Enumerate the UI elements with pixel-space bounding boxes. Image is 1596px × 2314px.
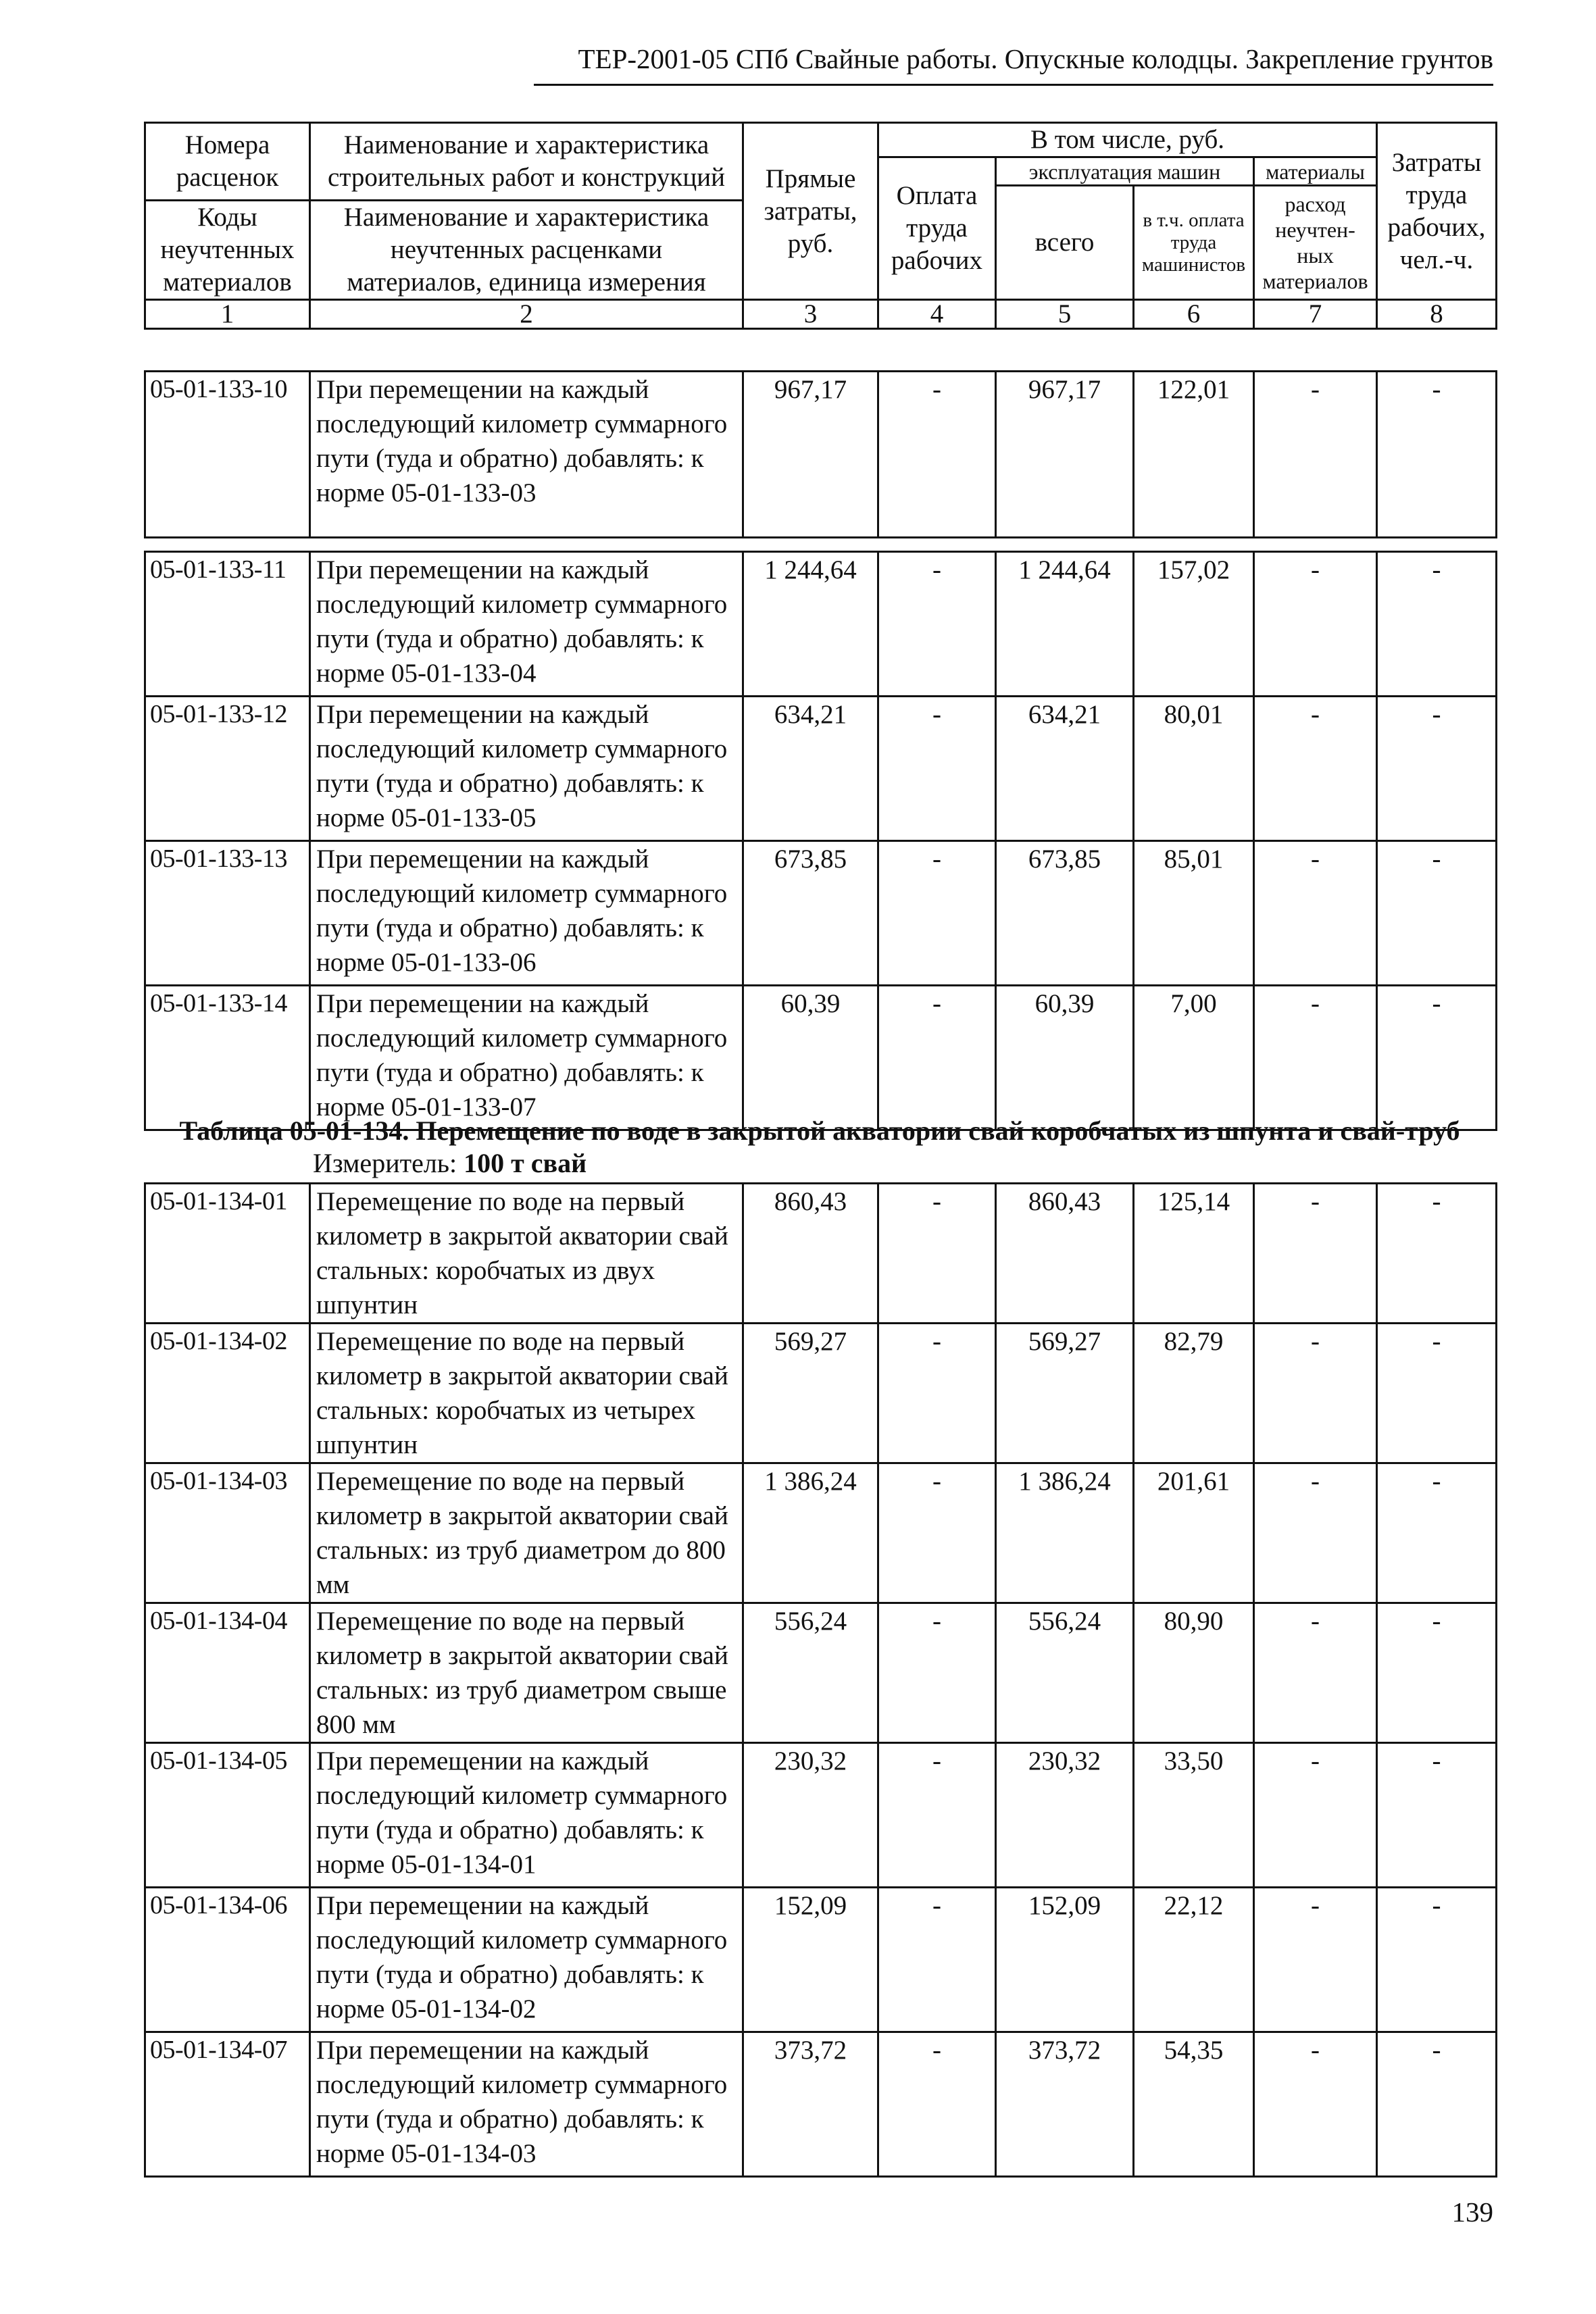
- rate-description: Перемещение по воде на первый километр в закрытой акватории свай стальных: коробчатых из четырех шпунтин: [310, 1324, 743, 1463]
- header-col5: всего: [996, 186, 1134, 300]
- rate-description: Перемещение по воде на первый километр в закрытой акватории свай стальных: из труб диаметром до 800 мм: [310, 1463, 743, 1603]
- rates-table-134: [144, 1182, 1497, 2178]
- rate-code: 05-01-134-01: [145, 1184, 310, 1324]
- rate-description: При перемещении на каждый последующий километр суммарного пути (туда и обратно) добавлять: к норме 05-01-133-03: [310, 372, 743, 538]
- rate-description: При перемещении на каждый последующий километр суммарного пути (туда и обратно) добавлять: к норме 05-01-134-01: [310, 1743, 743, 1888]
- labor-hours: -: [1377, 1603, 1497, 1743]
- header-number-4: 4: [878, 300, 996, 329]
- header-number-2: 2: [310, 300, 743, 329]
- header-number-6: 6: [1134, 300, 1254, 329]
- machinists-pay: 7,00: [1134, 986, 1254, 1130]
- page-number: 139: [1451, 2196, 1493, 2228]
- direct-costs: 1 244,64: [743, 552, 878, 697]
- direct-costs: 860,43: [743, 1184, 878, 1324]
- machines-total: 673,85: [996, 841, 1134, 986]
- measurer-label: Измеритель:: [313, 1148, 457, 1178]
- rate-code: 05-01-134-05: [145, 1743, 310, 1888]
- header-col4: Оплата труда рабочих: [878, 157, 996, 300]
- measurer-value: 100 т свай: [464, 1148, 587, 1178]
- page-header-title: ТЕР-2001-05 СПб Свайные работы. Опускные колодцы. Закрепление грунтов: [578, 43, 1493, 74]
- labor-hours: -: [1377, 2032, 1497, 2177]
- rate-code: 05-01-133-11: [145, 552, 310, 697]
- header-number-3: 3: [743, 300, 878, 329]
- materials-consumption: -: [1254, 1324, 1377, 1463]
- table-row: [145, 372, 1497, 538]
- rate-description: При перемещении на каждый последующий километр суммарного пути (туда и обратно) добавлять: к норме 05-01-134-02: [310, 1888, 743, 2032]
- labor-pay: -: [878, 986, 996, 1130]
- header-incl-group: В том числе, руб.: [878, 123, 1377, 157]
- labor-hours: -: [1377, 697, 1497, 841]
- rate-description: Перемещение по воде на первый километр в закрытой акватории свай стальных: коробчатых из двух шпунтин: [310, 1184, 743, 1324]
- machinists-pay: 33,50: [1134, 1743, 1254, 1888]
- table-row: [145, 2032, 1497, 2177]
- direct-costs: 1 386,24: [743, 1463, 878, 1603]
- header-col8: Затраты труда рабочих, чел.-ч.: [1377, 123, 1497, 300]
- machines-total: 1 386,24: [996, 1463, 1134, 1603]
- machinists-pay: 125,14: [1134, 1184, 1254, 1324]
- labor-pay: -: [878, 1463, 996, 1603]
- rate-code: 05-01-134-02: [145, 1324, 310, 1463]
- labor-hours: -: [1377, 841, 1497, 986]
- machines-total: 60,39: [996, 986, 1134, 1130]
- materials-consumption: -: [1254, 1888, 1377, 2032]
- machines-total: 967,17: [996, 372, 1134, 538]
- table-header: [144, 122, 1497, 330]
- table-row: [145, 986, 1497, 1130]
- labor-hours: -: [1377, 552, 1497, 697]
- labor-pay: -: [878, 552, 996, 697]
- header-number-7: 7: [1254, 300, 1377, 329]
- rate-code: 05-01-133-10: [145, 372, 310, 538]
- labor-pay: -: [878, 1743, 996, 1888]
- machinists-pay: 157,02: [1134, 552, 1254, 697]
- materials-consumption: -: [1254, 372, 1377, 538]
- machines-total: 569,27: [996, 1324, 1134, 1463]
- machines-total: 230,32: [996, 1743, 1134, 1888]
- table-row: [145, 1184, 1497, 1324]
- rate-description: Перемещение по воде на первый километр в закрытой акватории свай стальных: из труб диаметром свыше 800 мм: [310, 1603, 743, 1743]
- header-col1-bottom: Коды неучтенных материалов: [145, 201, 310, 300]
- machinists-pay: 80,01: [1134, 697, 1254, 841]
- direct-costs: 60,39: [743, 986, 878, 1130]
- header-materials-group: материалы: [1254, 157, 1377, 186]
- direct-costs: 152,09: [743, 1888, 878, 2032]
- direct-costs: 673,85: [743, 841, 878, 986]
- rate-description: При перемещении на каждый последующий километр суммарного пути (туда и обратно) добавлять: к норме 05-01-133-05: [310, 697, 743, 841]
- machinists-pay: 80,90: [1134, 1603, 1254, 1743]
- header-rule: [534, 84, 1493, 86]
- labor-pay: -: [878, 1603, 996, 1743]
- direct-costs: 634,21: [743, 697, 878, 841]
- rate-code: 05-01-134-04: [145, 1603, 310, 1743]
- machinists-pay: 54,35: [1134, 2032, 1254, 2177]
- table-row: [145, 697, 1497, 841]
- rate-code: 05-01-134-07: [145, 2032, 310, 2177]
- machines-total: 1 244,64: [996, 552, 1134, 697]
- row-gap-cell: [145, 538, 1497, 552]
- machines-total: 556,24: [996, 1603, 1134, 1743]
- header-col7: расход неучтен-ных материалов: [1254, 186, 1377, 300]
- rate-code: 05-01-134-03: [145, 1463, 310, 1603]
- table-row: [145, 552, 1497, 697]
- materials-consumption: -: [1254, 841, 1377, 986]
- rate-description: При перемещении на каждый последующий километр суммарного пути (туда и обратно) добавлять: к норме 05-01-133-04: [310, 552, 743, 697]
- rate-code: 05-01-133-14: [145, 986, 310, 1130]
- header-number-5: 5: [996, 300, 1134, 329]
- header-number-1: 1: [145, 300, 310, 329]
- labor-pay: -: [878, 2032, 996, 2177]
- machinists-pay: 22,12: [1134, 1888, 1254, 2032]
- header-col2-top: Наименование и характеристика строительных работ и конструкций: [310, 123, 743, 201]
- labor-pay: -: [878, 841, 996, 986]
- header-col1-top: Номера расценок: [145, 123, 310, 201]
- materials-consumption: -: [1254, 2032, 1377, 2177]
- labor-hours: -: [1377, 986, 1497, 1130]
- direct-costs: 373,72: [743, 2032, 878, 2177]
- direct-costs: 230,32: [743, 1743, 878, 1888]
- rate-description: При перемещении на каждый последующий километр суммарного пути (туда и обратно) добавлять: к норме 05-01-133-06: [310, 841, 743, 986]
- labor-hours: -: [1377, 1888, 1497, 2032]
- materials-consumption: -: [1254, 552, 1377, 697]
- direct-costs: 556,24: [743, 1603, 878, 1743]
- machinists-pay: 201,61: [1134, 1463, 1254, 1603]
- rate-code: 05-01-133-13: [145, 841, 310, 986]
- labor-hours: -: [1377, 1184, 1497, 1324]
- machinists-pay: 85,01: [1134, 841, 1254, 986]
- direct-costs: 569,27: [743, 1324, 878, 1463]
- labor-hours: -: [1377, 1463, 1497, 1603]
- materials-consumption: -: [1254, 1603, 1377, 1743]
- table-row: [145, 1888, 1497, 2032]
- machines-total: 860,43: [996, 1184, 1134, 1324]
- machinists-pay: 122,01: [1134, 372, 1254, 538]
- table-row: [145, 1463, 1497, 1603]
- table-134-measurer: [313, 1147, 587, 1180]
- labor-pay: -: [878, 1324, 996, 1463]
- labor-hours: -: [1377, 1324, 1497, 1463]
- machines-total: 634,21: [996, 697, 1134, 841]
- header-number-8: 8: [1377, 300, 1497, 329]
- materials-consumption: -: [1254, 1743, 1377, 1888]
- machines-total: 152,09: [996, 1888, 1134, 2032]
- rate-description: При перемещении на каждый последующий километр суммарного пути (туда и обратно) добавлять: к норме 05-01-134-03: [310, 2032, 743, 2177]
- table-134-title: Таблица 05-01-134. Перемещение по воде в закрытой акватории свай коробчатых из шпунта и свай-труб: [179, 1115, 1460, 1146]
- labor-hours: -: [1377, 372, 1497, 538]
- direct-costs: 967,17: [743, 372, 878, 538]
- rates-table-133: [144, 370, 1497, 1131]
- rate-description: При перемещении на каждый последующий километр суммарного пути (туда и обратно) добавлять: к норме 05-01-133-07: [310, 986, 743, 1130]
- row-gap: [145, 538, 1497, 552]
- machines-total: 373,72: [996, 2032, 1134, 2177]
- table-row: [145, 1603, 1497, 1743]
- materials-consumption: -: [1254, 1184, 1377, 1324]
- rate-code: 05-01-134-06: [145, 1888, 310, 2032]
- labor-pay: -: [878, 1184, 996, 1324]
- table-row: [145, 841, 1497, 986]
- header-col6: в т.ч. оплата труда машинистов: [1134, 186, 1254, 300]
- table-row: [145, 1324, 1497, 1463]
- materials-consumption: -: [1254, 697, 1377, 841]
- header-machines-group: эксплуатация машин: [996, 157, 1254, 186]
- header-col3: Прямые затраты, руб.: [743, 123, 878, 300]
- machinists-pay: 82,79: [1134, 1324, 1254, 1463]
- labor-hours: -: [1377, 1743, 1497, 1888]
- rate-code: 05-01-133-12: [145, 697, 310, 841]
- labor-pay: -: [878, 1888, 996, 2032]
- header-col2-bottom: Наименование и характеристика неучтенных расценками материалов, единица измерения: [310, 201, 743, 300]
- labor-pay: -: [878, 697, 996, 841]
- table-row: [145, 1743, 1497, 1888]
- materials-consumption: -: [1254, 986, 1377, 1130]
- materials-consumption: -: [1254, 1463, 1377, 1603]
- labor-pay: -: [878, 372, 996, 538]
